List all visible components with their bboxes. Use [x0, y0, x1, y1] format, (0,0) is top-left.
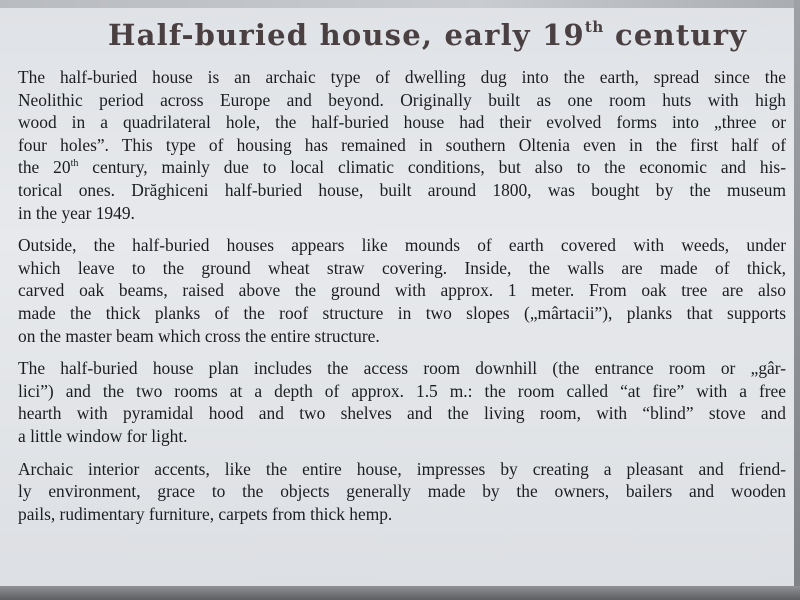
paragraph-2: [18, 234, 790, 347]
text-line: lici”) and the two rooms at a depth of approx. 1.5 m.: the room called “at fire” with a free: [18, 380, 786, 401]
title-rest: century: [603, 18, 748, 52]
text-line: made the thick planks of the roof structure in two slopes („mârtacii”), planks that supports: [18, 302, 786, 323]
text-line: wood in a quadrilateral hole, the half-buried house had their evolved forms into „three or: [18, 112, 786, 133]
century-superscript: th: [70, 158, 79, 170]
text-segment: the 20: [18, 157, 71, 178]
text-segment: century, mainly due to local climatic conditions, but also to the economic and his-: [78, 157, 786, 178]
panel-title: [108, 18, 747, 52]
text-line: in the year 1949.: [18, 202, 135, 223]
text-line: a little window for light.: [18, 425, 188, 446]
text-line: [18, 156, 786, 179]
text-line: The half-buried house is an archaic type of dwelling dug into the earth, spread since the: [18, 67, 786, 87]
text-line: Neolithic period across Europe and beyond. Originally built as one room huts with high: [18, 89, 786, 110]
text-line: pails, rudimentary furniture, carpets from thick hemp.: [18, 503, 393, 524]
title-main: Half-buried house, early 19: [108, 18, 585, 52]
text-line: torical ones. Drăghiceni half-buried house, built around 1800, was bought by the museum: [18, 179, 786, 200]
panel-top-edge: [0, 0, 800, 8]
text-line: on the master beam which cross the entire structure.: [18, 325, 380, 346]
text-line: Outside, the half-buried houses appears like mounds of earth covered with weeds, under: [18, 235, 786, 256]
paragraph-1: [18, 66, 790, 224]
panel-bottom-edge: [0, 586, 800, 600]
text-line: ly environment, grace to the objects generally made by the owners, bailers and wooden: [18, 481, 786, 502]
paragraph-4: [18, 458, 790, 526]
text-line: four holes”. This type of housing has remained in southern Oltenia even in the first half of: [18, 134, 786, 155]
text-line: carved oak beams, raised above the ground with approx. 1 meter. From oak tree are also: [18, 280, 786, 301]
text-line: The half-buried house plan includes the access room downhill (the entrance room or „gâr-: [18, 358, 786, 379]
panel-right-edge: [794, 0, 800, 600]
title-superscript: th: [584, 18, 604, 36]
text-line: which leave to the ground wheat straw covering. Inside, the walls are made of thick,: [18, 257, 786, 278]
text-line: hearth with pyramidal hood and two shelves and the living room, with “blind” stove and: [18, 403, 786, 424]
text-line: Archaic interior accents, like the entire house, impresses by creating a pleasant and friend-: [18, 458, 786, 479]
panel-body: [18, 66, 790, 535]
paragraph-3: [18, 357, 790, 447]
